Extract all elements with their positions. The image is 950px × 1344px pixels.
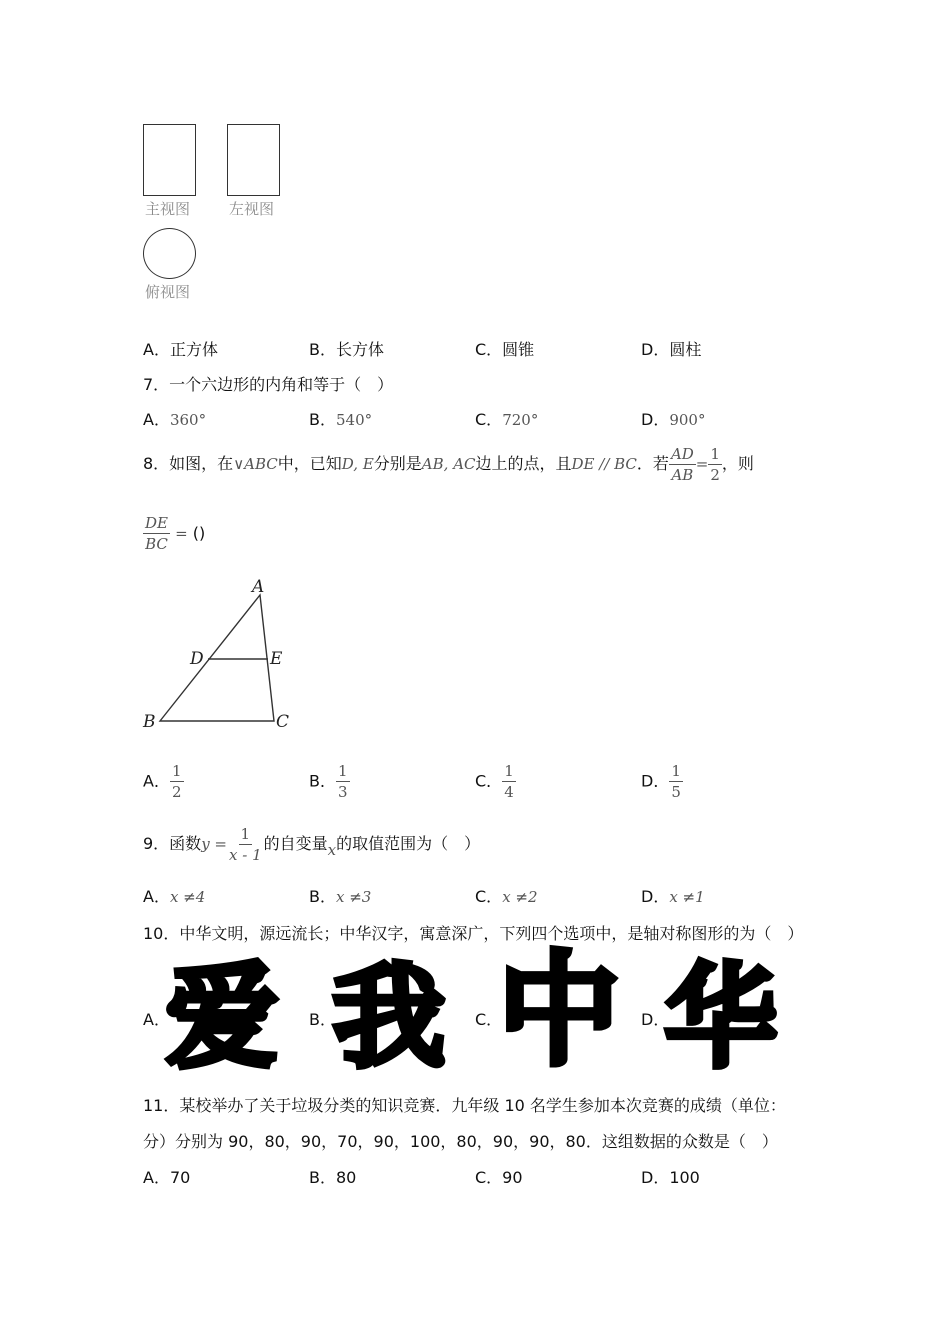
option-fraction bbox=[336, 764, 350, 800]
q11-option-b: B．80 bbox=[309, 1168, 357, 1187]
q8-half-fraction bbox=[708, 444, 722, 484]
label-e: E bbox=[270, 649, 283, 669]
q8-text-2: 中，已知 bbox=[277, 454, 342, 473]
q8-text-4: 边上的点，且 bbox=[475, 454, 572, 473]
q11-option-d: D．100 bbox=[641, 1168, 700, 1187]
option-fraction bbox=[669, 764, 683, 800]
q10-option-a-char: 爱 bbox=[166, 953, 278, 1083]
q10-option-d-char: 华 bbox=[665, 953, 777, 1083]
q8-answer-paren: () bbox=[192, 523, 206, 543]
q8-option-a bbox=[143, 764, 184, 800]
q9-option-d bbox=[641, 884, 705, 907]
front-view-rectangle bbox=[143, 124, 196, 196]
fraction-denominator: BC bbox=[145, 535, 168, 553]
q7-stem: 7．一个六边形的内角和等于（ ） bbox=[143, 375, 394, 394]
q9-stem bbox=[143, 822, 480, 872]
q8-ratio-fraction bbox=[669, 444, 696, 484]
q11-stem-line1: 11．某校举办了关于垃圾分类的知识竞赛．九年级 10 名学生参加本次竞赛的成绩（单位： bbox=[143, 1096, 786, 1115]
q9-option-a bbox=[143, 884, 205, 907]
q8-ask bbox=[143, 516, 205, 552]
fraction-denominator: 5 bbox=[671, 783, 681, 801]
option-letter: D． bbox=[641, 410, 670, 429]
q8-option-b bbox=[309, 764, 350, 800]
option-value: x ≠3 bbox=[335, 888, 372, 906]
q8-ask-equals: = bbox=[175, 524, 188, 543]
option-value: 900° bbox=[669, 411, 706, 429]
q6-option-b: B．长方体 bbox=[309, 340, 384, 359]
option-value: 720° bbox=[502, 411, 539, 429]
q11-option-a: A．70 bbox=[143, 1168, 191, 1187]
left-view-rectangle bbox=[227, 124, 280, 196]
option-letter: C． bbox=[475, 410, 503, 429]
option-letter: D． bbox=[641, 887, 670, 906]
fraction-numerator: 1 bbox=[171, 762, 182, 780]
top-view-circle bbox=[143, 228, 196, 279]
option-value: x ≠2 bbox=[502, 888, 538, 906]
fraction-denominator: 3 bbox=[337, 783, 348, 801]
triangle-figure bbox=[138, 574, 308, 734]
q8-triangle-abc: ∨ABC bbox=[233, 455, 278, 473]
fraction-numerator: 1 bbox=[504, 762, 514, 780]
option-letter: B． bbox=[309, 887, 336, 906]
fraction-denominator: 2 bbox=[171, 783, 182, 801]
fraction-numerator: DE bbox=[145, 514, 168, 532]
q7-option-a bbox=[143, 407, 206, 430]
label-a: A bbox=[252, 577, 265, 597]
fraction-numerator: AD bbox=[670, 444, 694, 463]
q8-parallel: DE // BC bbox=[571, 455, 637, 473]
q8-stem bbox=[143, 442, 754, 486]
q7-option-c bbox=[475, 407, 538, 430]
q10-option-b-char: 我 bbox=[333, 953, 445, 1083]
fraction-denominator: 4 bbox=[504, 783, 514, 801]
q8-option-d bbox=[641, 764, 683, 800]
top-view-caption: 俯视图 bbox=[145, 283, 191, 301]
q9-text-1: 9．函数 bbox=[143, 834, 202, 853]
fraction-numerator: 1 bbox=[671, 762, 681, 780]
q8-text-6: ，则 bbox=[721, 454, 754, 473]
q6-option-d: D．圆柱 bbox=[641, 340, 702, 359]
fraction-numerator: 1 bbox=[710, 444, 720, 463]
q10-stem: 10．中华文明，源远流长；中华汉字，寓意深广，下列四个选项中，是轴对称图形的为（ ） bbox=[143, 924, 804, 943]
option-letter: C． bbox=[475, 771, 503, 791]
q11-stem-line2: 分）分别为 90，80，90，70，90，100，80，90，90，80．这组数据的众数是（ ） bbox=[143, 1132, 778, 1151]
option-fraction bbox=[502, 764, 516, 800]
fraction-numerator: 1 bbox=[337, 762, 348, 780]
q6-option-c: C．圆锥 bbox=[475, 340, 535, 359]
left-view-caption: 左视图 bbox=[229, 200, 275, 218]
q6-option-a: A．正方体 bbox=[143, 340, 218, 359]
option-fraction bbox=[170, 764, 184, 800]
q9-text-3: 的取值范围为（ ） bbox=[336, 834, 481, 853]
option-letter: A． bbox=[143, 771, 170, 791]
option-letter: C． bbox=[475, 887, 503, 906]
option-letter: B． bbox=[309, 410, 336, 429]
q9-y-equals: y = bbox=[201, 835, 227, 853]
q10-option-d-letter: D． bbox=[641, 1010, 670, 1029]
q8-points-de: D, E bbox=[341, 455, 374, 473]
label-c: C bbox=[276, 712, 290, 732]
q7-option-d bbox=[641, 407, 705, 430]
q9-option-c bbox=[475, 884, 538, 907]
option-letter: A． bbox=[143, 410, 170, 429]
option-letter: D． bbox=[641, 771, 670, 791]
q8-text-3: 分别是 bbox=[373, 454, 422, 473]
fraction-denominator: 2 bbox=[710, 465, 720, 484]
q8-text-1: 8．如图，在 bbox=[143, 454, 234, 473]
q9-fraction bbox=[227, 824, 264, 864]
label-b: B bbox=[143, 712, 156, 732]
q10-option-b-letter: B． bbox=[309, 1010, 336, 1029]
q10-option-a-letter: A． bbox=[143, 1010, 170, 1029]
q10-option-c-letter: C． bbox=[475, 1010, 503, 1029]
option-value: x ≠4 bbox=[169, 888, 206, 906]
q8-text-5: ．若 bbox=[636, 454, 669, 473]
option-value: 540° bbox=[335, 411, 373, 429]
q9-text-2: 的自变量 bbox=[263, 834, 328, 853]
option-value: 360° bbox=[169, 411, 207, 429]
fraction-numerator: 1 bbox=[240, 824, 251, 843]
fraction-denominator: AB bbox=[671, 465, 694, 484]
q8-option-c bbox=[475, 764, 516, 800]
option-letter: B． bbox=[309, 771, 336, 791]
front-view-caption: 主视图 bbox=[145, 200, 191, 218]
q8-segments: AB, AC bbox=[421, 455, 476, 473]
fraction-denominator: x - 1 bbox=[229, 845, 262, 864]
q10-option-c-char: 中 bbox=[498, 940, 620, 1082]
q8-ask-fraction bbox=[143, 516, 170, 552]
q7-option-b bbox=[309, 407, 372, 430]
q11-option-c: C．90 bbox=[475, 1168, 523, 1187]
q9-option-b bbox=[309, 884, 371, 907]
q9-variable-x: x bbox=[327, 841, 337, 859]
label-d: D bbox=[190, 649, 204, 669]
q8-equals: = bbox=[695, 455, 709, 473]
option-value: x ≠1 bbox=[669, 888, 705, 906]
option-letter: A． bbox=[143, 887, 170, 906]
